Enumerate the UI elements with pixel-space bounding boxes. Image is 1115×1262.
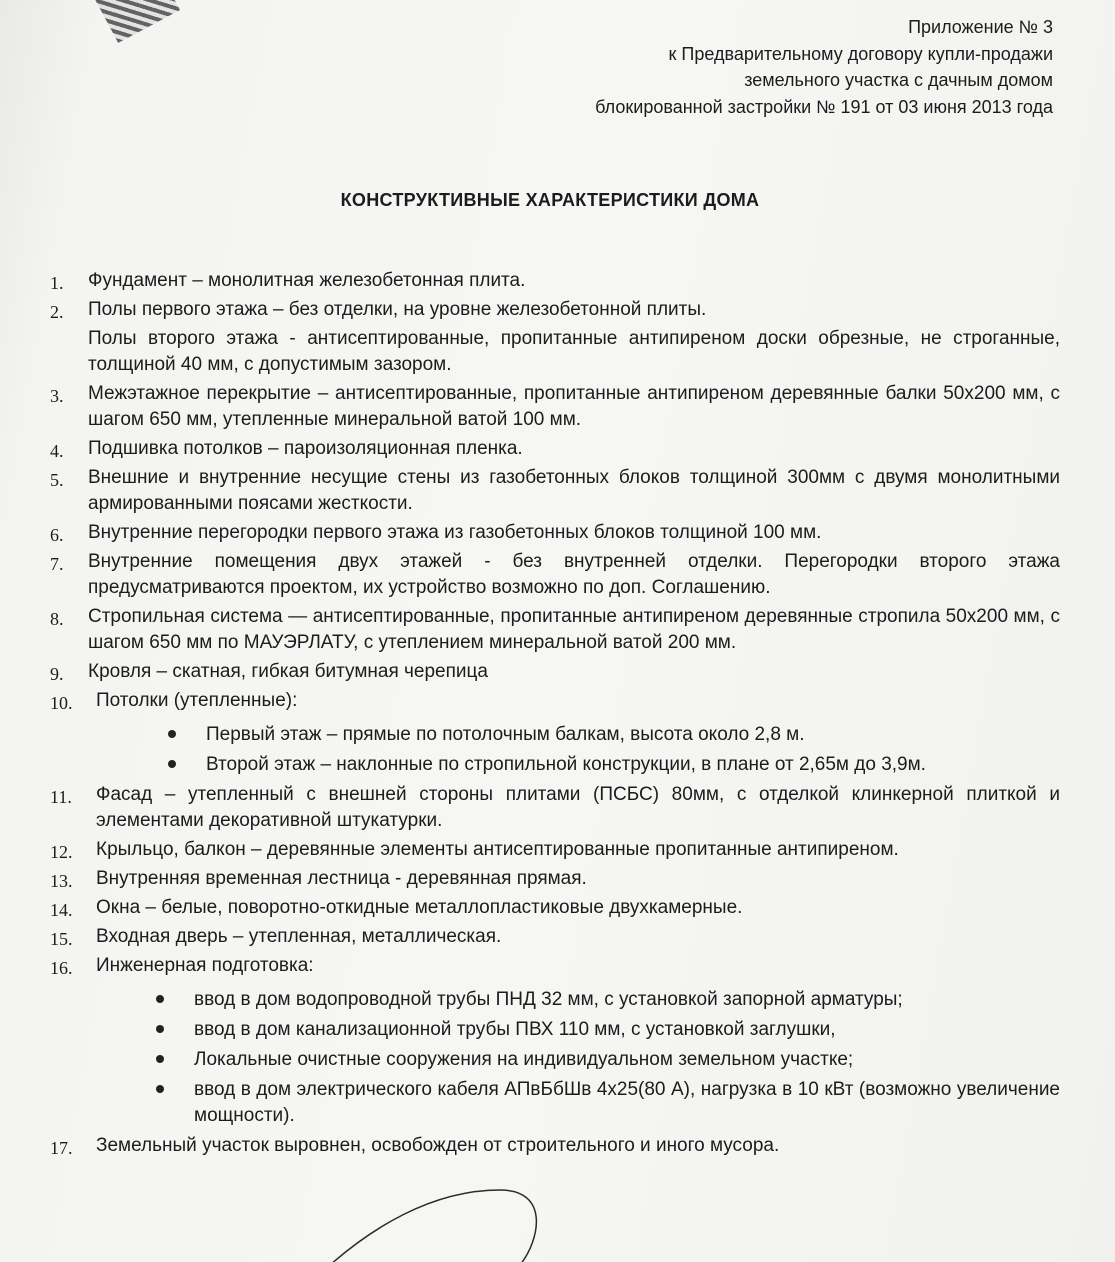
item-text: Кровля – скатная, гибкая битумная черепица (88, 661, 488, 682)
appendix-line-2: к Предварительному договору купли-продажи (668, 43, 1053, 64)
item-number: 11. (50, 787, 72, 807)
list-item (50, 549, 1060, 601)
bullet-item (166, 752, 1060, 778)
bullet-icon (168, 730, 176, 738)
list-item (50, 782, 1060, 834)
item-text: Земельный участок выровнен, освобожден от строительного и иного мусора. (96, 1135, 780, 1156)
appendix-line-3: земельного участка с дачным домом (744, 70, 1053, 90)
item-number: 5. (50, 470, 64, 490)
bullet-item (154, 1017, 1060, 1043)
bullet-icon (156, 1085, 164, 1093)
signature-mark-icon (310, 1170, 640, 1262)
list-item (50, 268, 1060, 294)
list-item (50, 866, 1060, 892)
list-item (50, 436, 1060, 462)
appendix-line-1: Приложение № 3 (908, 17, 1053, 37)
bullet-text: Второй этаж – наклонные по стропильной конструкции, в плане от 2,65м до 3,9м. (206, 754, 926, 775)
item-text: Межэтажное перекрытие – антисептированные, пропитанные антипиреном деревянные балки 50х200 мм, с шагом 650 мм, утепленные минеральной ватой 100 мм. (88, 383, 1060, 430)
bullet-text: Первый этаж – прямые по потолочным балкам, высота около 2,8 м. (206, 724, 805, 745)
item-number: 3. (50, 386, 64, 406)
bullet-text: ввод в дом электрического кабеля АПвБбШв 4х25(80 А), нагрузка в 10 кВт (возможно увеличение мощности). (194, 1079, 1060, 1126)
item-number: 14. (50, 900, 73, 920)
item-number: 15. (50, 929, 73, 949)
list-item (50, 297, 1060, 378)
item-text: Внутренние помещения двух этажей - без внутренней отделки. Перегородки второго этажа предусматриваются проектом, их устройство возможно по доп. Соглашению. (88, 551, 1060, 598)
bullet-item (154, 987, 1060, 1013)
item-number: 13. (50, 871, 73, 891)
item-subtext: Полы второго этажа - антисептированные, пропитанные антипиреном доски обрезные, не строганные, толщиной 40 мм, с допустимым зазором. (88, 328, 1060, 375)
item-number: 9. (50, 664, 64, 684)
bullet-icon (156, 1055, 164, 1063)
list-item (50, 381, 1060, 433)
bullet-text: ввод в дом канализационной трубы ПВХ 110 мм, с установкой заглушки, (194, 1019, 836, 1040)
item-number: 2. (50, 302, 64, 322)
item-number: 17. (50, 1138, 73, 1158)
list-item (50, 1133, 1060, 1159)
item-text: Внутренняя временная лестница - деревянная прямая. (96, 868, 587, 889)
item-text: Потолки (утепленные): (96, 690, 298, 711)
item-number: 16. (50, 958, 73, 978)
list-item (50, 604, 1060, 656)
item-text: Внутренние перегородки первого этажа из газобетонных блоков толщиной 100 мм. (88, 522, 822, 543)
item-number: 10. (50, 693, 73, 713)
bullet-icon (156, 995, 164, 1003)
item-text: Внешние и внутренние несущие стены из газобетонных блоков толщиной 300мм с двумя монолитными армированными поясами жесткости. (88, 467, 1060, 514)
item-text: Стропильная система — антисептированные, пропитанные антипиреном деревянные стропила 50х200 мм, с шагом 650 мм по МАУЭРЛАТУ, с утеплением минеральной ватой 200 мм. (88, 606, 1060, 653)
list-item (50, 895, 1060, 921)
item-number: 4. (50, 441, 64, 461)
bullet-item (154, 1047, 1060, 1073)
list-item (50, 953, 1060, 1129)
bullet-icon (156, 1025, 164, 1033)
bullet-text: Локальные очистные сооружения на индивидуальном земельном участке; (194, 1049, 854, 1070)
list-item (50, 520, 1060, 546)
list-item (50, 688, 1060, 778)
item-number: 7. (50, 554, 64, 574)
appendix-line-4: блокированной застройки № 191 от 03 июня 2013 года (595, 96, 1053, 117)
item-text: Окна – белые, поворотно-откидные металлопластиковые двухкамерные. (96, 897, 743, 918)
item-text: Полы первого этажа – без отделки, на уровне железобетонной плиты. (88, 299, 707, 320)
bullet-text: ввод в дом водопроводной трубы ПНД 32 мм, с установкой запорной арматуры; (194, 989, 903, 1010)
bullet-item (154, 1077, 1060, 1129)
item-number: 12. (50, 842, 73, 862)
bullet-icon (168, 760, 176, 768)
qr-code-fragment (90, 0, 180, 43)
item-number: 6. (50, 525, 64, 545)
appendix-header (413, 14, 1053, 120)
list-item (50, 659, 1060, 685)
characteristics-list (50, 268, 1060, 1162)
list-item (50, 924, 1060, 950)
bullet-list (166, 722, 1060, 778)
item-text: Подшивка потолков – пароизоляционная пленка. (88, 438, 523, 459)
document-title: КОНСТРУКТИВНЫЕ ХАРАКТЕРИСТИКИ ДОМА (340, 190, 760, 210)
item-number: 8. (50, 609, 64, 629)
bullet-list (154, 987, 1060, 1129)
item-text: Инженерная подготовка: (96, 955, 314, 976)
item-text: Фундамент – монолитная железобетонная плита. (88, 270, 526, 291)
bullet-item (166, 722, 1060, 748)
item-text: Крыльцо, балкон – деревянные элементы антисептированные пропитанные антипиреном. (96, 839, 899, 860)
item-text: Фасад – утепленный с внешней стороны плитами (ПСБС) 80мм, с отделкой клинкерной плиткой и элементами декоративной штукатурки. (96, 784, 1060, 831)
list-item (50, 465, 1060, 517)
list-item (50, 837, 1060, 863)
item-text: Входная дверь – утепленная, металлическая. (96, 926, 502, 947)
item-number: 1. (50, 273, 64, 293)
